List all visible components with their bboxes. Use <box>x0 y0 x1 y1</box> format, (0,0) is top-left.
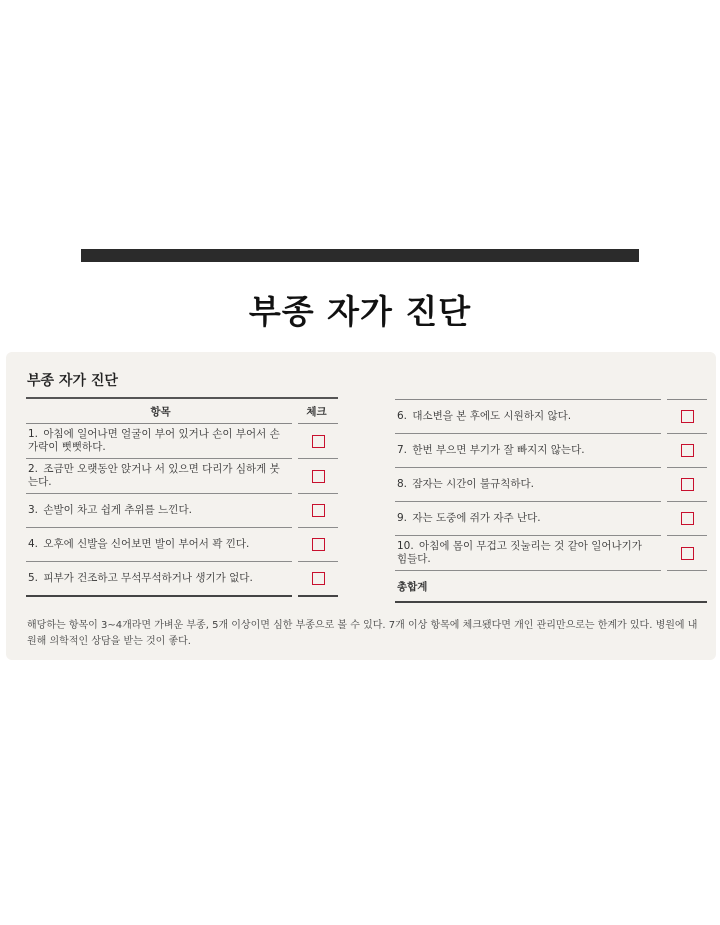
checklist-row <box>395 400 707 434</box>
checklist-row <box>26 459 338 494</box>
checklist-item-label: 아침에 몸이 무겁고 짓눌리는 것 같아 일어나기가 힘들다. <box>397 540 642 565</box>
page-title: 부종 자가 진단 <box>248 292 472 331</box>
checklist-check-cell <box>664 536 707 571</box>
checklist-item-number: 6. <box>397 410 408 422</box>
checklist-row <box>26 528 338 562</box>
header-check: 체크 <box>295 398 338 424</box>
checklist-row <box>395 502 707 536</box>
checklist-row <box>26 424 338 459</box>
card-title: 부종 자가 진단 <box>27 373 118 389</box>
checklist-check-cell <box>295 562 338 596</box>
checklist-row <box>395 468 707 502</box>
checkbox[interactable] <box>681 410 694 423</box>
checklist-item-number: 5. <box>28 571 39 584</box>
checklist-right-table <box>395 399 707 603</box>
checklist-check-cell <box>295 459 338 494</box>
checkbox[interactable] <box>312 470 325 483</box>
checkbox[interactable] <box>312 435 325 448</box>
checklist-item-label: 오후에 신발을 신어보면 발이 부어서 꽉 낀다. <box>43 538 250 550</box>
checklist-row <box>26 494 338 528</box>
checkbox[interactable] <box>312 538 325 551</box>
checklist-item-number: 8. <box>397 478 408 490</box>
top-divider-bar <box>81 249 639 262</box>
checklist-check-cell <box>664 502 707 536</box>
checkbox[interactable] <box>312 572 325 585</box>
checklist-item-number: 9. <box>397 512 408 524</box>
self-diagnosis-card <box>6 352 716 660</box>
checklist-item-text <box>395 536 664 571</box>
checklist-item-text <box>26 424 295 459</box>
checklist-item-label: 조금만 오랫동안 앉거나 서 있으면 다리가 심하게 붓는다. <box>28 463 280 488</box>
checkbox[interactable] <box>681 547 694 560</box>
checklist-item-label: 한번 부으면 부기가 잘 빠지지 않는다. <box>412 444 585 456</box>
checklist-check-cell <box>295 528 338 562</box>
checklist-item-text <box>395 434 664 468</box>
checklist-item-number: 4. <box>28 538 39 550</box>
checklist-item-label: 잠자는 시간이 불규칙하다. <box>412 478 534 490</box>
checklist-item-text <box>26 459 295 494</box>
checklist-item-number: 1. <box>28 428 39 440</box>
checklist-item-number: 2. <box>28 463 39 475</box>
checkbox[interactable] <box>681 512 694 525</box>
checklist-item-text <box>26 562 295 596</box>
checklist-row <box>395 434 707 468</box>
checklist-left-table <box>26 397 338 597</box>
checklist-check-cell <box>295 424 338 459</box>
checklist-item-number: 7. <box>397 444 408 456</box>
checklist-item-number: 10. <box>397 540 414 552</box>
checklist-item-label: 손발이 차고 쉽게 추위를 느낀다. <box>43 504 192 516</box>
checklist-check-cell <box>664 400 707 434</box>
checklist-check-cell <box>664 434 707 468</box>
checkbox[interactable] <box>312 504 325 517</box>
checklist-item-label: 아침에 일어나면 얼굴이 부어 있거나 손이 부어서 손가락이 뻣뻣하다. <box>28 428 280 453</box>
checklist-check-cell <box>295 494 338 528</box>
checklist-item-text <box>26 528 295 562</box>
checklist-item-text <box>26 494 295 528</box>
checklist-row <box>26 562 338 596</box>
checkbox[interactable] <box>681 478 694 491</box>
checklist-item-label: 자는 도중에 쥐가 자주 난다. <box>412 512 541 524</box>
checklist-item-label: 대소변을 본 후에도 시원하지 않다. <box>412 410 572 422</box>
checklist-item-label: 피부가 건조하고 무석무석하거나 생기가 없다. <box>43 571 253 584</box>
checklist-item-text <box>395 502 664 536</box>
diagnosis-note: 해당하는 항목이 3~4개라면 가벼운 부종, 5개 이상이면 심한 부종으로 볼 수 있다. 7개 이상 항목에 체크됐다면 개인 관리만으로는 한계가 있다. 병원에 내원해 의학적인 상담을 받는 것이 좋다. <box>27 620 698 647</box>
checklist-item-text <box>395 468 664 502</box>
checkbox[interactable] <box>681 444 694 457</box>
checklist-item-number: 3. <box>28 504 39 516</box>
checklist-check-cell <box>664 468 707 502</box>
checklist-item-text <box>395 400 664 434</box>
total-label: 총합계 <box>395 571 707 603</box>
header-item: 항목 <box>26 398 295 424</box>
checklist-row <box>395 536 707 571</box>
